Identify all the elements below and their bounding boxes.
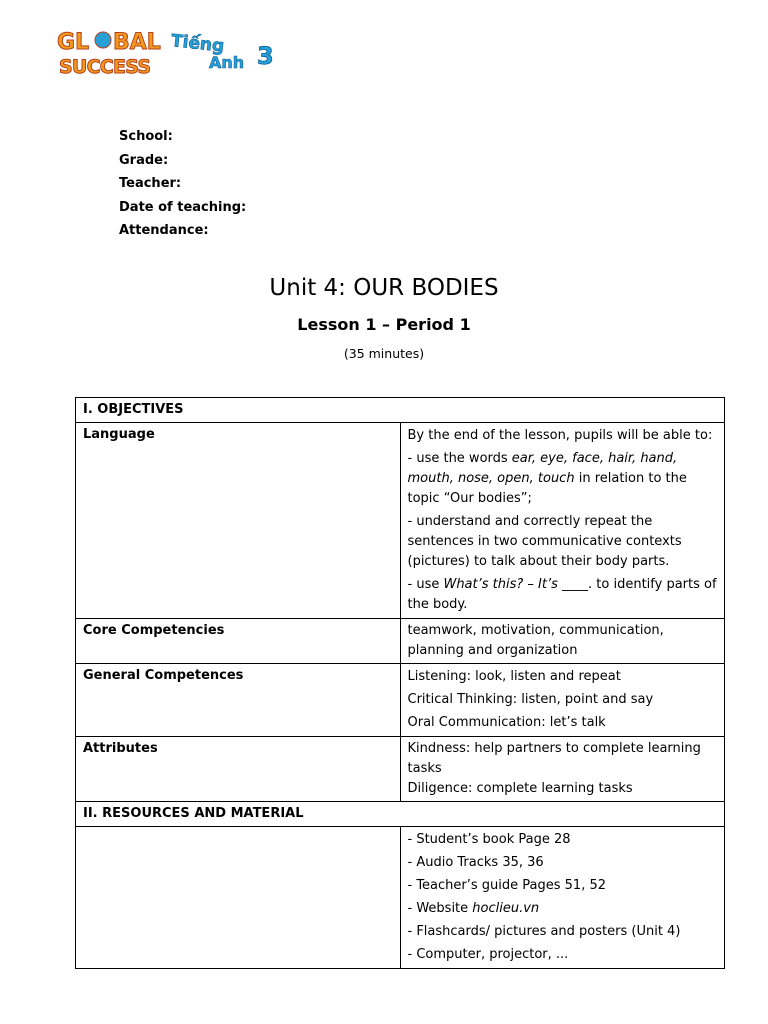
resource-guide: - Teacher’s guide Pages 51, 52 [407, 878, 606, 893]
resources-header: II. RESOURCES AND MATERIAL [76, 802, 725, 827]
objectives-header: I. OBJECTIVES [76, 398, 725, 423]
language-use-phrase: What’s this? – It’s [443, 577, 558, 592]
resources-row [76, 827, 725, 969]
language-words [408, 449, 718, 509]
tieng-anh-3-logo [169, 32, 341, 72]
objectives-header-row [76, 398, 725, 423]
language-understand: - understand and correctly repeat the sentences in two communicative contexts (pictures) to talk about their body parts. [407, 514, 682, 569]
core-label: Core Competencies [76, 619, 401, 664]
core-value: teamwork, motivation, communication, planning and organization [400, 619, 725, 664]
language-use [408, 575, 718, 615]
resource-website-url: hoclieu.vn [472, 901, 540, 916]
logo-global-right: BAL [113, 30, 161, 55]
attendance-label: Attendance: [119, 223, 209, 239]
language-use-blank: ____ [557, 577, 589, 592]
grade-label: Grade: [119, 152, 169, 168]
logo-success: SUCCESS [59, 56, 151, 78]
general-value: Critical Thinking: listen, point and say [407, 692, 654, 707]
logo-anh: Anh [209, 53, 245, 72]
lesson-title: Lesson 1 – Period 1 [297, 315, 471, 334]
resources-header-row [76, 802, 725, 827]
unit-title: Unit 4: OUR BODIES [269, 275, 499, 301]
language-label: Language [76, 423, 401, 619]
resources-content [400, 827, 725, 969]
attributes-label: Attributes [76, 737, 401, 802]
resource-website [408, 899, 718, 919]
attributes-row [76, 737, 725, 802]
general-row [76, 664, 725, 737]
general-label: General Competences [76, 664, 401, 737]
general-value: Listening: look, listen and repeat [407, 669, 621, 684]
school-label: School: [119, 129, 173, 144]
language-content [400, 423, 725, 619]
attributes-value: Diligence: complete learning tasks [407, 781, 633, 796]
language-words-suffix: in relation to the topic “Our bodies”; [407, 471, 687, 506]
language-use-prefix: - use [407, 577, 444, 592]
resource-audio: - Audio Tracks 35, 36 [407, 855, 544, 870]
resource-website-prefix: - Website [407, 901, 473, 916]
general-value: Oral Communication: let’s talk [407, 715, 606, 730]
general-content [400, 664, 725, 737]
global-success-logo [55, 26, 161, 78]
language-words-list: ear, eye, face, hair, hand, mouth, nose, open, touch [407, 451, 678, 486]
language-row [76, 423, 725, 619]
logo-global-left: GL [57, 30, 90, 55]
attributes-content [400, 737, 725, 802]
teacher-label: Teacher: [119, 176, 182, 192]
date-label: Date of teaching: [119, 199, 247, 215]
resources-empty-label [76, 827, 401, 969]
lesson-info [119, 127, 246, 245]
language-words-prefix: - use the words [407, 451, 512, 466]
logo-tieng: Tiếng [170, 31, 226, 57]
resource-flashcards: - Flashcards/ pictures and posters (Unit 4) [407, 924, 681, 939]
language-intro: By the end of the lesson, pupils will be able to: [407, 428, 713, 443]
resource-computer: - Computer, projector, ... [407, 947, 569, 962]
core-row [76, 619, 725, 664]
attributes-value: Kindness: help partners to complete learning tasks [407, 741, 701, 776]
language-use-suffix: . to identify parts of the body. [407, 577, 717, 612]
resource-book: - Student’s book Page 28 [407, 832, 571, 847]
lesson-duration: (35 minutes) [343, 346, 425, 361]
logo-number: 3 [257, 42, 274, 70]
lesson-plan-table [75, 397, 725, 969]
